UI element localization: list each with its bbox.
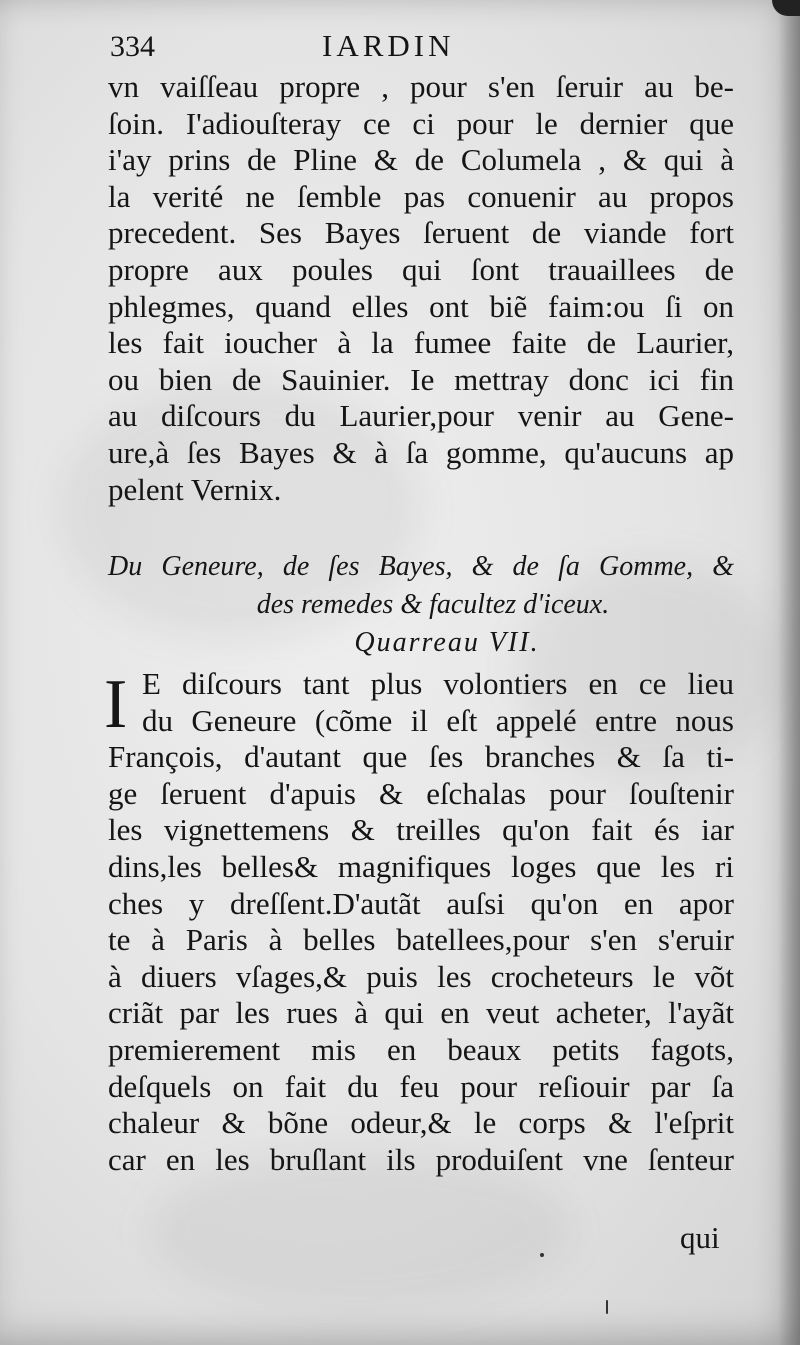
text-line: propre aux poules qui ſont trauaillees de bbox=[108, 251, 734, 287]
catchword: qui bbox=[680, 1220, 720, 1255]
text-line: ge ſeruent d'apuis & eſchalas pour ſouſtenir bbox=[108, 775, 734, 811]
text-line: i'ay prins de Pline & de Columela , & qui à bbox=[108, 142, 734, 178]
text-line: criãt par les rues à qui en veut acheter, l'ayãt bbox=[108, 995, 734, 1031]
text-line: chaleur & bõne odeur,& le corps & l'eſprit bbox=[108, 1105, 734, 1141]
text-line: les vignettemens & treilles qu'on fait és iar bbox=[108, 812, 734, 848]
text-line: au diſcours du Laurier,pour venir au Gene- bbox=[108, 398, 734, 434]
text-line: dins,les belles& magnifiques loges que les ri bbox=[108, 848, 734, 884]
ink-speck bbox=[606, 1300, 608, 1314]
page-edge-shadow bbox=[778, 0, 800, 1345]
text-line: ſoin. I'adiouſteray ce ci pour le dernier que bbox=[108, 105, 734, 141]
drop-cap: I bbox=[104, 666, 128, 743]
section-title-line: des remedes & facultez d'iceux. bbox=[256, 589, 610, 620]
text-line: François, d'autant que ſes branches & ſa ti- bbox=[108, 739, 734, 775]
text-line: les fait ioucher à la fumee faite de Laurier, bbox=[108, 325, 734, 361]
section-title bbox=[108, 548, 734, 662]
text-line: à diuers vſages,& puis les crocheteurs le võt bbox=[108, 958, 734, 994]
text-line: phlegmes, quand elles ont biẽ faim:ou ſi on bbox=[108, 288, 734, 324]
text-line: te à Paris à belles batellees,pour s'en s'eruir bbox=[108, 922, 734, 958]
page-number: 334 bbox=[110, 30, 155, 63]
text-line: vn vaiſſeau propre , pour s'en ſeruir au be- bbox=[108, 69, 734, 104]
text-line: ure,à ſes Bayes & à ſa gomme, qu'aucuns ap bbox=[108, 434, 734, 470]
text-line: ches y dreſſent.D'autãt auſsi qu'on en apor bbox=[108, 885, 734, 921]
paragraph-geneure bbox=[108, 666, 734, 1178]
page-corner-mark bbox=[772, 0, 800, 16]
section-number: Quarreau VII. bbox=[354, 627, 540, 658]
paragraph-laurier bbox=[108, 69, 734, 508]
text-line: car en les bruſlant ils produiſent vne ſenteur bbox=[108, 1141, 734, 1177]
text-line: la verité ne ſemble pas conuenir au propos bbox=[108, 178, 734, 214]
text-line: ou bien de Sauinier. Ie mettray donc ici fin bbox=[108, 361, 734, 397]
section-title-line: Du Geneure, de ſes Bayes, & de ſa Gomme, & bbox=[108, 551, 734, 582]
text-line: deſquels on fait du feu pour reſiouir par ſa bbox=[108, 1068, 734, 1104]
page-header bbox=[110, 28, 720, 68]
text-line: pelent Vernix. bbox=[108, 471, 282, 507]
text-line: premierement mis en beaux petits fagots, bbox=[108, 1031, 734, 1067]
running-head: IARDIN bbox=[322, 28, 455, 63]
ink-speck bbox=[540, 1253, 544, 1257]
text-line: E diſcours tant plus volontiers en ce lieu bbox=[142, 666, 734, 701]
text-line: precedent. Ses Bayes ſeruent de viande fort bbox=[108, 215, 734, 251]
text-line: du Geneure (cõme il eſt appelé entre nous bbox=[142, 702, 734, 738]
